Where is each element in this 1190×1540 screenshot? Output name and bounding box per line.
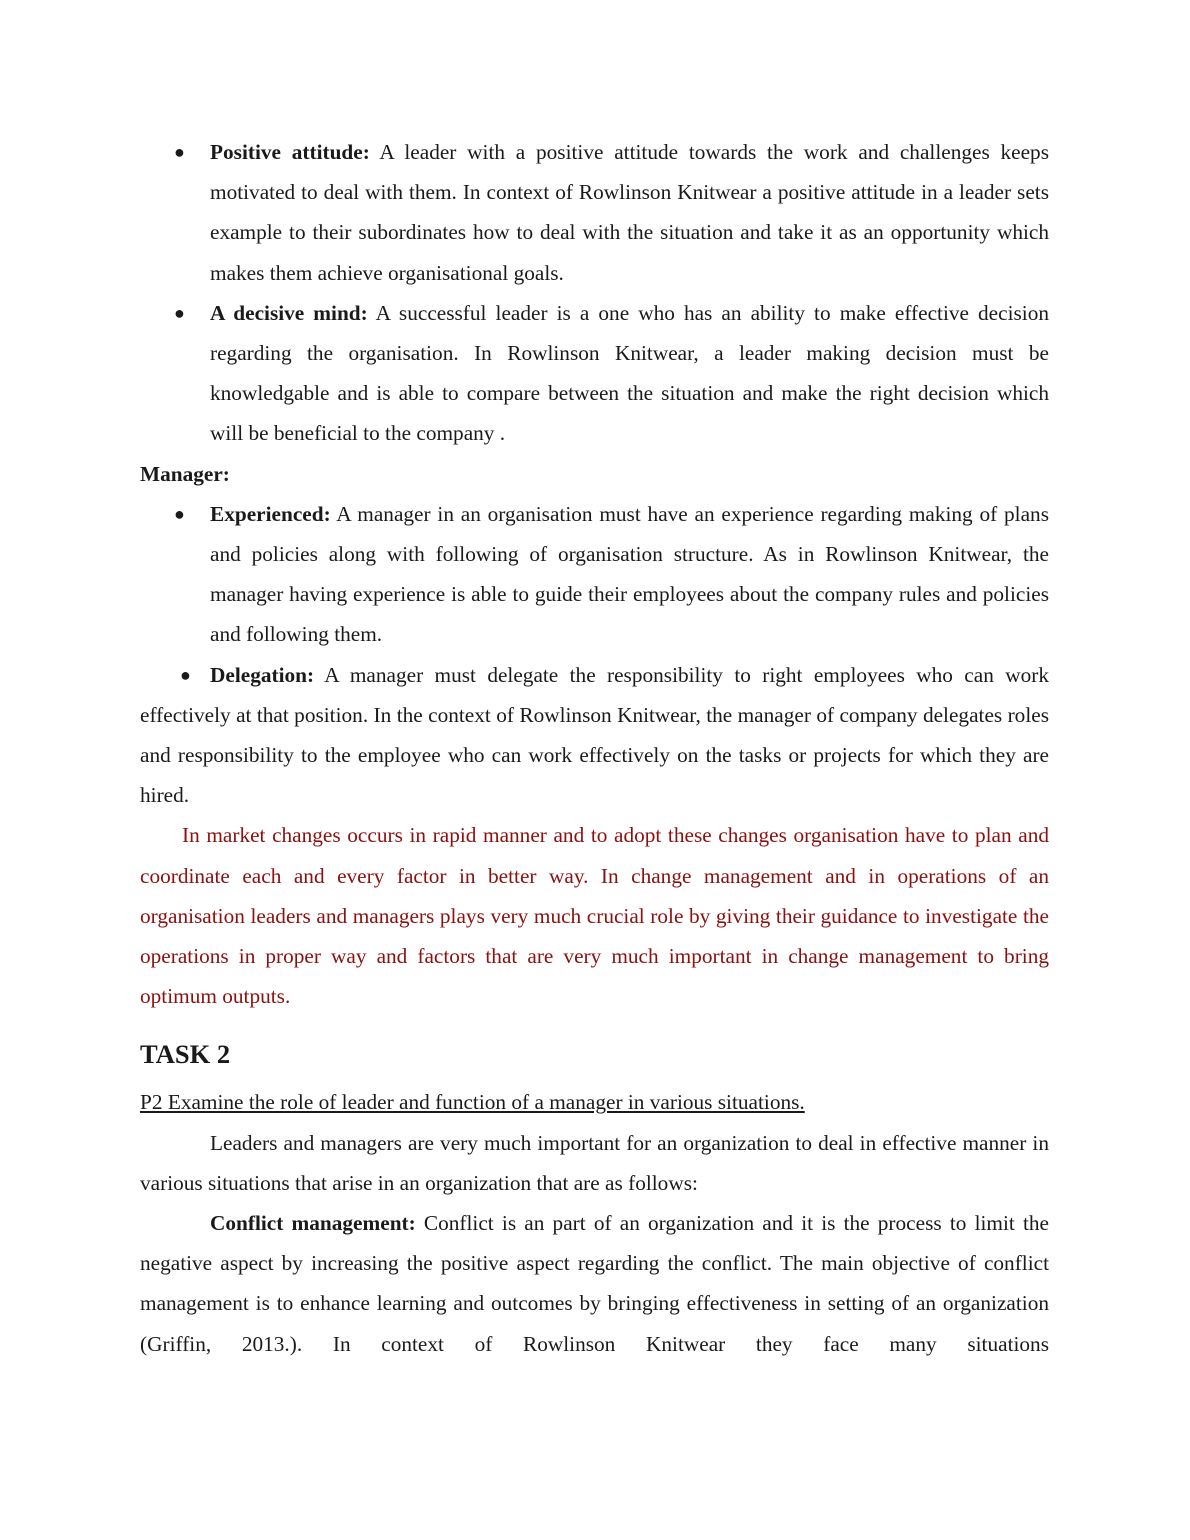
bullet-icon: ● — [174, 503, 185, 524]
bullet-title: Experienced: — [210, 501, 331, 526]
leader-qualities-list — [140, 132, 1049, 454]
list-item — [140, 132, 1049, 293]
list-item — [140, 293, 1049, 454]
list-item — [140, 494, 1049, 655]
bullet-title: A decisive mind: — [210, 300, 368, 325]
bullet-text: A manager in an organisation must have an experience regarding making of plans and policies along with following of organisation structure. As in Rowlinson Knitwear, the manager having experience is able to guide their employees about the company rules and policies and following them. — [210, 501, 1049, 647]
delegation-text: A manager must delegate the responsibility to right employees who can work effectively at that position. In the context of Rowlinson Knitwear, the manager of company delegates roles and responsibility to the employee who can work effectively on the tasks or projects for which they are hired. — [140, 662, 1049, 808]
document-page — [140, 132, 1049, 1364]
bullet-title: Positive attitude: — [210, 140, 370, 164]
task-heading: TASK 2 — [140, 1039, 231, 1070]
delegation-paragraph — [140, 655, 1049, 816]
conflict-text: Conflict is an part of an organization and it is the process to limit the negative aspect by increasing the positive aspect regarding the conflict. The main objective of conflict management is to enhance learning and outcomes by bringing effectiveness in setting of an organization (Griffin, 2013.). In context of Rowlinson Knitwear they face many situations — [140, 1211, 1050, 1356]
manager-qualities-list — [140, 494, 1049, 655]
bullet-text: A successful leader is a one who has an ability to make effective decision regarding the organisation. In Rowlinson Knitwear, a leader making decision must be knowledgable and is able to compare between the situation and make the right decision which will be beneficial to the company . — [210, 300, 1050, 446]
bullet-text: A leader with a positive attitude towards the work and challenges keeps motivated to deal with them. In context of Rowlinson Knitwear a positive attitude in a leader sets example to their subordinates how to deal with the situation and take it as an opportunity which makes them achieve organisational goals. — [210, 140, 1049, 285]
delegation-title: Delegation: — [210, 662, 315, 687]
change-management-paragraph: In market changes occurs in rapid manner and to adopt these changes organisation have to plan and coordinate each and every factor in better way. In change management and in operations of an organisation leaders and managers plays very much crucial role by giving their guidance to investigate the operations in proper way and factors that are very much important in change management to bring optimum outputs. — [140, 823, 1049, 1009]
bullet-icon: ● — [180, 664, 191, 685]
intro-paragraph: Leaders and managers are very much important for an organization to deal in effective manner in various situations that arise in an organization that are as follows: — [140, 1130, 1049, 1195]
section-subheading: P2 Examine the role of leader and function of a manager in various situations. — [140, 1090, 805, 1115]
conflict-title: Conflict management: — [210, 1211, 416, 1236]
bullet-icon: ● — [174, 302, 185, 323]
conflict-paragraph — [140, 1203, 1049, 1364]
bullet-icon: ● — [174, 142, 185, 162]
manager-heading: Manager: — [140, 461, 230, 486]
